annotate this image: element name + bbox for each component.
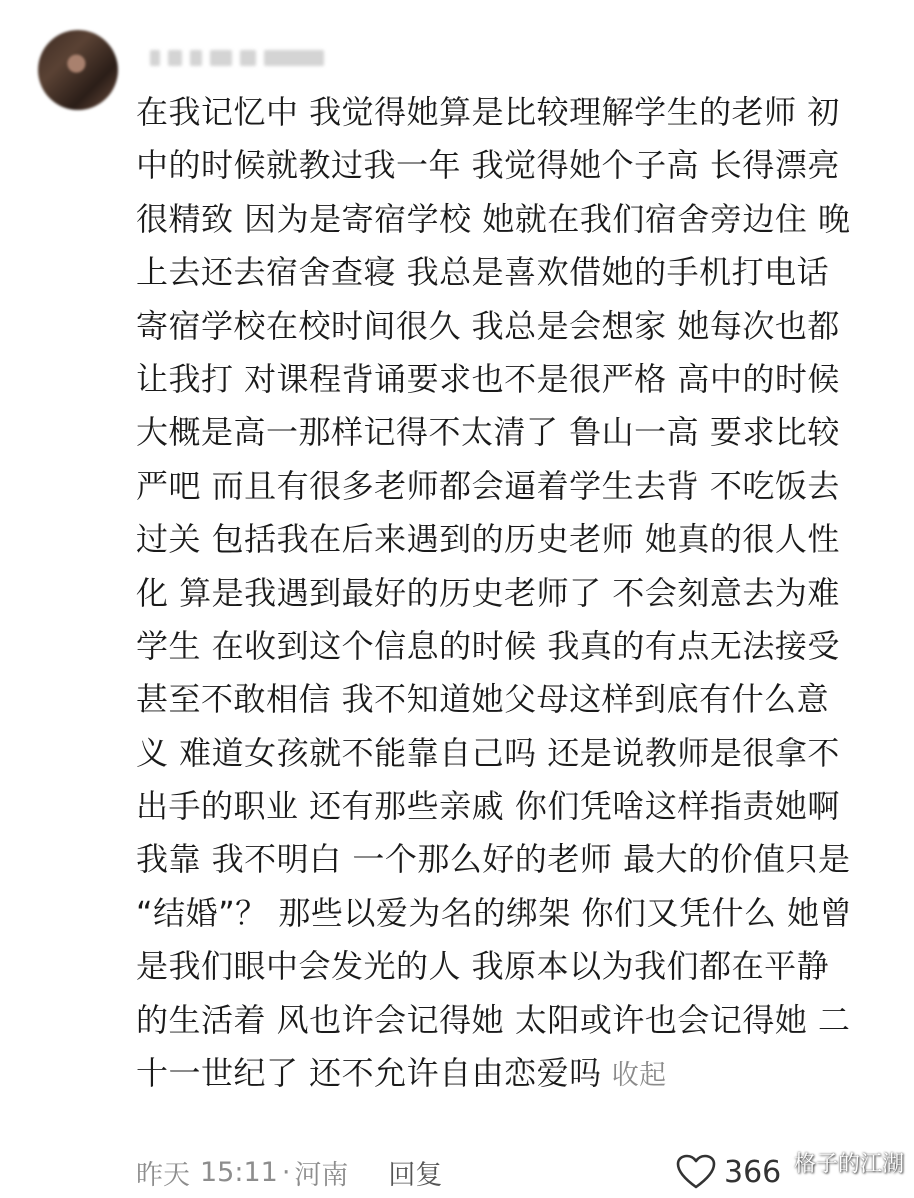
like-button[interactable] bbox=[676, 1150, 781, 1194]
comment-line: “结婚”？ 那些以爱为名的绑架 你们又凭什么 她曾 bbox=[136, 893, 853, 932]
comment-line: 学生 在收到这个信息的时候 我真的有点无法接受 bbox=[136, 626, 840, 665]
comment-line: 上去还去宿舍查寝 我总是喜欢借她的手机打电话 bbox=[136, 253, 830, 292]
comment-line: 中的时候就教过我一年 我觉得她个子高 长得漂亮 bbox=[136, 146, 840, 185]
comment-line: 过关 包括我在后来遇到的历史老师 她真的很人性 bbox=[136, 520, 840, 559]
collapse-link[interactable]: 收起 bbox=[611, 1060, 667, 1092]
comment-location: 河南 bbox=[294, 1159, 349, 1191]
comment-date: 昨天 bbox=[136, 1159, 190, 1191]
meta-separator: · bbox=[281, 1156, 291, 1188]
comment-line: 义 难道女孩就不能靠自己吗 还是说教师是很拿不 bbox=[136, 733, 840, 772]
comment-time: 15:11 bbox=[200, 1156, 278, 1188]
comment-line: 我靠 我不明白 一个那么好的老师 最大的价值只是 bbox=[136, 840, 851, 879]
comment-line: 在我记忆中 我觉得她算是比较理解学生的老师 初 bbox=[136, 93, 840, 131]
comment-line-text: 十一世纪了 还不允许自由恋爱吗 bbox=[136, 1054, 602, 1093]
comment-line: 的生活着 风也许会记得她 太阳或许也会记得她 二 bbox=[136, 1000, 851, 1039]
like-count: 366 bbox=[724, 1154, 782, 1190]
blurred-block bbox=[264, 50, 324, 66]
blurred-block bbox=[150, 50, 160, 66]
heart-icon bbox=[676, 1154, 716, 1190]
comment-line: 出手的职业 还有那些亲戚 你们凭啥这样指责她啊 bbox=[136, 787, 840, 826]
comment-line: 很精致 因为是寄宿学校 她就在我们宿舍旁边住 晚 bbox=[136, 199, 851, 238]
comment-line: 是我们眼中会发光的人 我原本以为我们都在平静 bbox=[136, 947, 830, 986]
reply-button[interactable]: 回复 bbox=[388, 1159, 443, 1191]
blurred-block bbox=[190, 50, 202, 66]
comment-line-last bbox=[136, 1047, 876, 1100]
user-avatar[interactable] bbox=[38, 30, 118, 110]
comment-line: 让我打 对课程背诵要求也不是很严格 高中的时候 bbox=[136, 359, 840, 398]
watermark-text: 格子的江湖 bbox=[793, 1152, 904, 1177]
comment-text bbox=[136, 86, 876, 1100]
comment-line: 严吧 而且有很多老师都会逼着学生去背 不吃饭去 bbox=[136, 466, 840, 505]
comment-meta bbox=[136, 1150, 442, 1194]
blurred-block bbox=[210, 50, 232, 66]
username-blurred[interactable] bbox=[150, 44, 324, 72]
blurred-block bbox=[168, 50, 182, 66]
comment-line: 寄宿学校在校时间很久 我总是会想家 她每次也都 bbox=[136, 306, 840, 345]
comment-line: 化 算是我遇到最好的历史老师了 不会刻意去为难 bbox=[136, 573, 840, 612]
comment-line: 大概是高一那样记得不太清了 鲁山一高 要求比较 bbox=[136, 413, 840, 452]
comment-line: 甚至不敢相信 我不知道她父母这样到底有什么意 bbox=[136, 680, 830, 719]
blurred-block bbox=[240, 50, 256, 66]
